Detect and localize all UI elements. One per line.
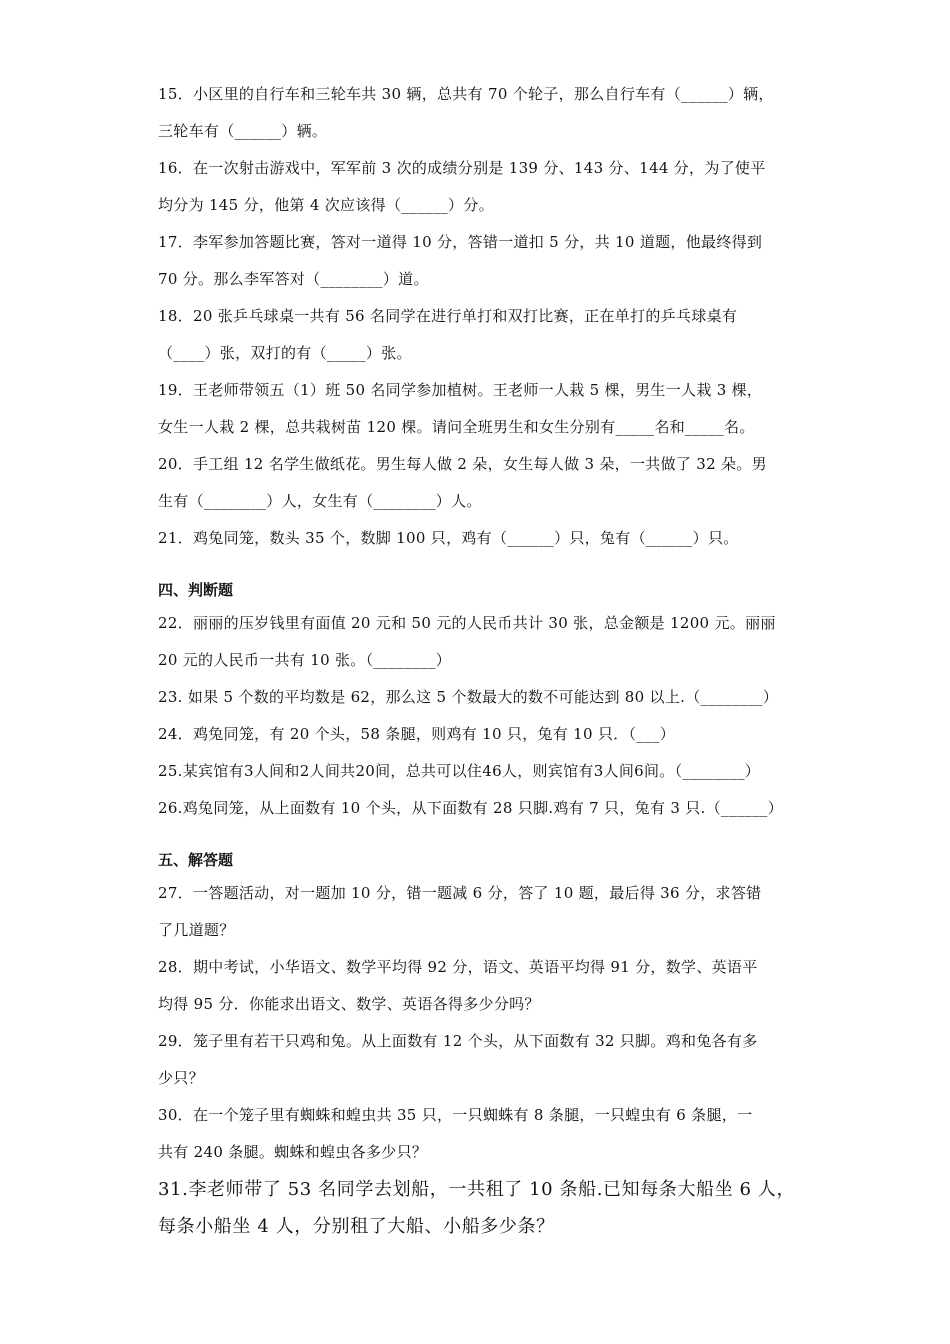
question-16	[158, 150, 798, 224]
question-line: 27．一答题活动，对一题加 10 分，错一题减 6 分，答了 10 题，最后得 36 分，求答错	[158, 884, 762, 902]
question-line: 29．笼子里有若干只鸡和兔。从上面数有 12 个头，从下面数有 32 只脚。鸡和兔各有多	[158, 1032, 758, 1050]
question-29	[158, 1023, 798, 1097]
question-line: 31.李老师带了 53 名同学去划船，一共租了 10 条船.已知每条大船坐 6 人，	[158, 1179, 796, 1200]
question-line: 19．王老师带领五（1）班 50 名同学参加植树。王老师一人栽 5 棵，男生一人栽 3 棵，	[158, 381, 763, 399]
question-21	[158, 520, 798, 557]
question-20	[158, 446, 798, 520]
question-line: （____）张，双打的有（_____）张。	[158, 344, 412, 362]
section-title-judge: 四、判断题	[158, 581, 234, 599]
question-line: 共有 240 条腿。蜘蛛和蝗虫各多少只？	[158, 1143, 428, 1161]
question-30	[158, 1097, 798, 1171]
question-line: 生有（________）人，女生有（________）人。	[158, 492, 482, 510]
question-28	[158, 949, 798, 1023]
question-line: 70 分。那么李军答对（________）道。	[158, 270, 429, 288]
question-line: 均分为 145 分，他第 4 次应该得（______）分。	[158, 196, 494, 214]
question-22	[158, 605, 798, 679]
worksheet-page	[158, 76, 798, 1245]
question-line: 30．在一个笼子里有蜘蛛和蝗虫共 35 只，一只蜘蛛有 8 条腿，一只蝗虫有 6 条腿，一	[158, 1106, 753, 1124]
question-15	[158, 76, 798, 150]
question-line: 少只？	[158, 1069, 204, 1087]
question-line: 18．20 张乒乓球桌一共有 56 名同学在进行单打和双打比赛，正在单打的乒乓球桌有	[158, 307, 738, 325]
question-line: 15．小区里的自行车和三轮车共 30 辆，总共有 70 个轮子，那么自行车有（______）辆，	[158, 85, 774, 103]
question-line: 22．丽丽的压岁钱里有面值 20 元和 50 元的人民币共计 30 张，总金额是 1200 元。丽丽	[158, 614, 776, 632]
question-line: 28．期中考试，小华语文、数学平均得 92 分，语文、英语平均得 91 分，数学、英语平	[158, 958, 758, 976]
question-line: 了几道题？	[158, 921, 235, 939]
section-title-solve: 五、解答题	[158, 851, 234, 869]
question-31	[158, 1171, 798, 1245]
question-line: 每条小船坐 4 人，分别租了大船、小船多少条？	[158, 1216, 555, 1237]
question-25: 25.某宾馆有3人间和2人间共20间，总共可以住46人，则宾馆有3人间6间。（________）	[158, 762, 761, 780]
question-17	[158, 224, 798, 298]
question-26: 26.鸡兔同笼，从上面数有 10 个头，从下面数有 28 只脚.鸡有 7 只，兔有 3 只.（______）	[158, 799, 783, 817]
question-line: 三轮车有（______）辆。	[158, 122, 328, 140]
question-line: 女生一人栽 2 棵，总共栽树苗 120 棵。请问全班男生和女生分别有_____名和_____名。	[158, 418, 755, 436]
question-19	[158, 372, 798, 446]
question-line: 21．鸡兔同笼，数头 35 个，数脚 100 只，鸡有（______）只，兔有（______）只。	[158, 529, 739, 547]
question-line: 20．手工组 12 名学生做纸花。男生每人做 2 朵，女生每人做 3 朵，一共做了 32 朵。男	[158, 455, 767, 473]
question-line: 20 元的人民币一共有 10 张。（________）	[158, 651, 452, 669]
question-23: 23. 如果 5 个数的平均数是 62，那么这 5 个数最大的数不可能达到 80 以上.（________）	[158, 688, 779, 706]
question-24: 24．鸡兔同笼，有 20 个头，58 条腿，则鸡有 10 只，兔有 10 只．（___）	[158, 725, 676, 743]
question-27	[158, 875, 798, 949]
question-line: 17．李军参加答题比赛，答对一道得 10 分，答错一道扣 5 分，共 10 道题，他最终得到	[158, 233, 763, 251]
question-line: 16．在一次射击游戏中，军军前 3 次的成绩分别是 139 分、143 分、144 分，为了使平	[158, 159, 766, 177]
question-line: 均得 95 分．你能求出语文、数学、英语各得多少分吗？	[158, 995, 540, 1013]
question-18	[158, 298, 798, 372]
